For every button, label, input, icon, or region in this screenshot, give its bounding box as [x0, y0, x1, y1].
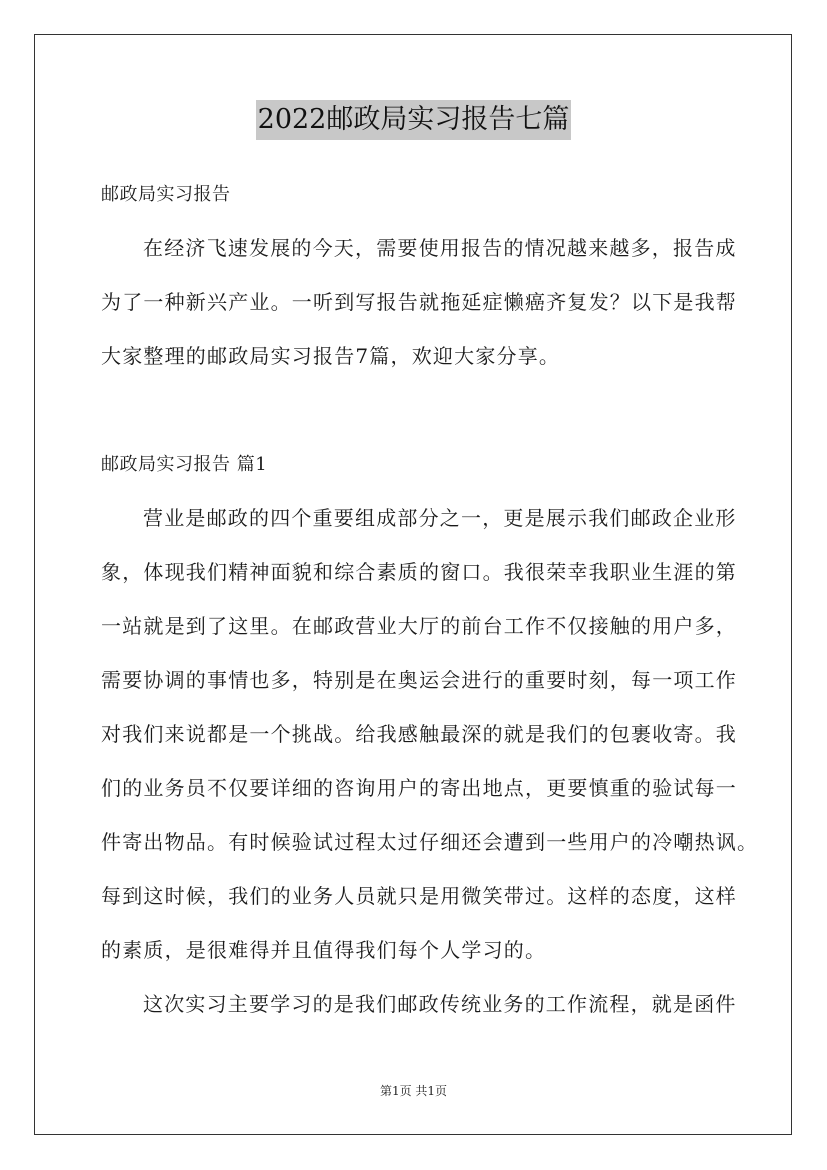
body-line: 象，体现我们精神面貌和综合素质的窗口。我很荣幸我职业生涯的第 [101, 560, 737, 584]
body-line: 们的业务员不仅要详细的咨询用户的寄出地点，更要慎重的验试每一 [101, 776, 737, 800]
body-line: 件寄出物品。有时候验试过程太过仔细还会遭到一些用户的冷嘲热讽。 [101, 830, 759, 854]
body-line: 这次实习主要学习的是我们邮政传统业务的工作流程，就是函件 [143, 992, 737, 1016]
title-container [0, 100, 827, 140]
body-line: 营业是邮政的四个重要组成部分之一，更是展示我们邮政企业形 [143, 506, 737, 530]
body-line: 对我们来说都是一个挑战。给我感触最深的就是我们的包裹收寄。我 [101, 722, 737, 746]
document-title: 2022邮政局实习报告七篇 [256, 100, 572, 140]
intro-heading: 邮政局实习报告 [101, 184, 231, 205]
intro-line: 为了一种新兴产业。一听到写报告就拖延症懒癌齐复发？以下是我帮 [101, 290, 737, 314]
body-line: 一站就是到了这里。在邮政营业大厅的前台工作不仅接触的用户多， [101, 614, 737, 638]
body-line: 的素质，是很难得并且值得我们每个人学习的。 [101, 938, 547, 962]
page-footer: 第1页 共1页 [379, 1084, 448, 1098]
body-line: 需要协调的事情也多，特别是在奥运会进行的重要时刻，每一项工作 [101, 668, 737, 692]
section-heading: 邮政局实习报告 篇1 [101, 454, 268, 475]
intro-line: 大家整理的邮政局实习报告7篇，欢迎大家分享。 [101, 344, 561, 368]
body-line: 每到这时候，我们的业务人员就只是用微笑带过。这样的态度，这样 [101, 884, 737, 908]
intro-line: 在经济飞速发展的今天，需要使用报告的情况越来越多，报告成 [143, 236, 737, 260]
